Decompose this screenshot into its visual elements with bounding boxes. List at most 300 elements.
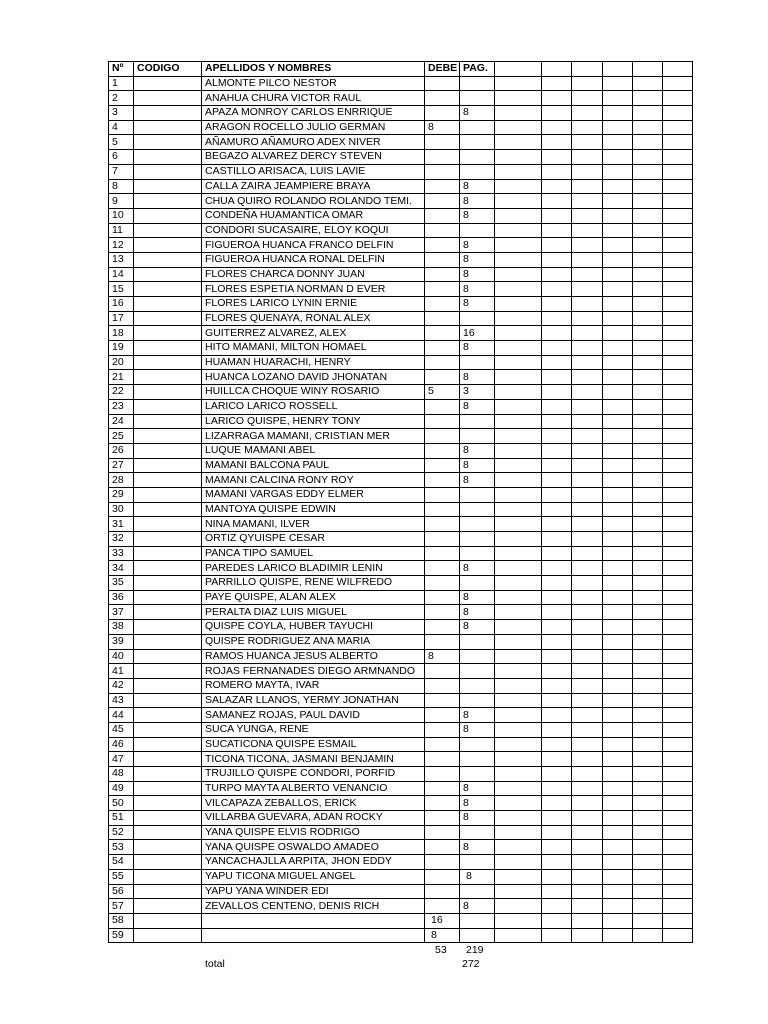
row-number: 24 <box>109 414 134 429</box>
row-pag <box>460 135 495 150</box>
row-name: PAREDES LARICO BLADIMIR LENIN <box>202 561 425 576</box>
row-empty-cell <box>542 164 572 179</box>
row-empty-cell <box>633 487 663 502</box>
row-empty-cell <box>633 752 663 767</box>
row-empty-cell <box>603 487 633 502</box>
row-empty-cell <box>495 649 542 664</box>
row-empty-cell <box>572 399 603 414</box>
row-empty-cell <box>572 326 603 341</box>
row-empty-cell <box>495 590 542 605</box>
row-empty-cell <box>603 326 633 341</box>
row-number: 48 <box>109 767 134 782</box>
row-debe <box>425 517 460 532</box>
row-empty-cell <box>633 443 663 458</box>
row-empty-cell <box>663 576 693 591</box>
header-empty <box>572 62 603 77</box>
row-debe <box>425 355 460 370</box>
row-empty-cell <box>633 576 663 591</box>
row-empty-cell <box>495 297 542 312</box>
row-debe <box>425 722 460 737</box>
row-debe <box>425 326 460 341</box>
row-empty-cell <box>633 590 663 605</box>
row-empty-cell <box>633 781 663 796</box>
row-empty-cell <box>572 473 603 488</box>
row-empty-cell <box>572 737 603 752</box>
row-pag <box>460 532 495 547</box>
row-pag: 8 <box>460 106 495 121</box>
row-name: HITO MAMANI, MILTON HOMAEL <box>202 341 425 356</box>
row-empty-cell <box>572 752 603 767</box>
row-codigo <box>134 76 202 91</box>
row-name: PANCA TIPO SAMUEL <box>202 546 425 561</box>
row-empty-cell <box>603 634 633 649</box>
row-name: PAYE QUISPE, ALAN ALEX <box>202 590 425 605</box>
row-empty-cell <box>663 297 693 312</box>
row-empty-cell <box>542 267 572 282</box>
row-debe <box>425 634 460 649</box>
row-codigo <box>134 399 202 414</box>
row-empty-cell <box>542 796 572 811</box>
row-empty-cell <box>495 223 542 238</box>
row-codigo <box>134 767 202 782</box>
row-name: VILLARBA GUEVARA, ADAN ROCKY <box>202 811 425 826</box>
row-number: 47 <box>109 752 134 767</box>
row-empty-cell <box>495 502 542 517</box>
table-row <box>109 120 693 135</box>
row-empty-cell <box>495 414 542 429</box>
row-empty-cell <box>663 120 693 135</box>
row-number: 26 <box>109 443 134 458</box>
row-empty-cell <box>633 869 663 884</box>
row-name: QUISPE COYLA, HUBER TAYUCHI <box>202 620 425 635</box>
row-name: MANTOYA QUISPE EDWIN <box>202 502 425 517</box>
row-number: 19 <box>109 341 134 356</box>
row-empty-cell <box>633 326 663 341</box>
row-pag: 8 <box>460 179 495 194</box>
row-name: MAMANI VARGAS EDDY ELMER <box>202 487 425 502</box>
row-number: 30 <box>109 502 134 517</box>
row-pag <box>460 825 495 840</box>
row-codigo <box>134 414 202 429</box>
table-row <box>109 194 693 209</box>
row-empty-cell <box>542 458 572 473</box>
row-empty-cell <box>495 767 542 782</box>
row-empty-cell <box>603 840 633 855</box>
row-empty-cell <box>663 605 693 620</box>
row-empty-cell <box>663 634 693 649</box>
row-empty-cell <box>603 825 633 840</box>
row-number: 52 <box>109 825 134 840</box>
table-row <box>109 414 693 429</box>
row-empty-cell <box>633 91 663 106</box>
row-empty-cell <box>572 297 603 312</box>
row-debe <box>425 678 460 693</box>
row-empty-cell <box>603 164 633 179</box>
row-empty-cell <box>572 855 603 870</box>
row-debe <box>425 605 460 620</box>
row-empty-cell <box>603 884 633 899</box>
row-debe <box>425 840 460 855</box>
row-empty-cell <box>633 267 663 282</box>
row-empty-cell <box>663 487 693 502</box>
row-number: 51 <box>109 811 134 826</box>
row-number: 27 <box>109 458 134 473</box>
row-number: 41 <box>109 664 134 679</box>
row-codigo <box>134 267 202 282</box>
row-empty-cell <box>495 208 542 223</box>
table-row <box>109 913 693 928</box>
row-empty-cell <box>572 590 603 605</box>
row-empty-cell <box>633 208 663 223</box>
row-number: 1 <box>109 76 134 91</box>
row-empty-cell <box>542 208 572 223</box>
table-row <box>109 532 693 547</box>
row-empty-cell <box>633 796 663 811</box>
row-number: 57 <box>109 899 134 914</box>
row-empty-cell <box>633 546 663 561</box>
row-empty-cell <box>603 429 633 444</box>
row-pag <box>460 913 495 928</box>
row-number: 14 <box>109 267 134 282</box>
row-empty-cell <box>603 561 633 576</box>
table-row <box>109 664 693 679</box>
row-pag <box>460 517 495 532</box>
row-pag: 8 <box>460 443 495 458</box>
table-row <box>109 282 693 297</box>
row-empty-cell <box>572 796 603 811</box>
row-codigo <box>134 282 202 297</box>
table-row <box>109 252 693 267</box>
row-debe <box>425 106 460 121</box>
row-name: RAMOS HUANCA JESUS ALBERTO <box>202 649 425 664</box>
row-empty-cell <box>633 414 663 429</box>
row-pag <box>460 678 495 693</box>
row-codigo <box>134 693 202 708</box>
table-row <box>109 326 693 341</box>
row-empty-cell <box>633 399 663 414</box>
row-debe <box>425 150 460 165</box>
row-empty-cell <box>542 341 572 356</box>
row-empty-cell <box>603 385 633 400</box>
row-empty-cell <box>495 341 542 356</box>
row-name: YANA QUISPE ELVIS RODRIGO <box>202 825 425 840</box>
row-empty-cell <box>542 135 572 150</box>
row-empty-cell <box>663 458 693 473</box>
row-codigo <box>134 576 202 591</box>
row-empty-cell <box>663 267 693 282</box>
row-debe: 5 <box>425 385 460 400</box>
row-empty-cell <box>495 884 542 899</box>
row-empty-cell <box>572 913 603 928</box>
row-pag <box>460 91 495 106</box>
row-empty-cell <box>633 223 663 238</box>
row-pag: 8 <box>460 370 495 385</box>
row-empty-cell <box>495 678 542 693</box>
row-name: SAMANEZ ROJAS, PAUL DAVID <box>202 708 425 723</box>
table-row <box>109 767 693 782</box>
row-empty-cell <box>572 811 603 826</box>
row-empty-cell <box>495 385 542 400</box>
total-label: total <box>205 958 225 970</box>
row-empty-cell <box>663 825 693 840</box>
row-empty-cell <box>572 502 603 517</box>
row-empty-cell <box>542 487 572 502</box>
row-empty-cell <box>603 267 633 282</box>
row-codigo <box>134 502 202 517</box>
row-empty-cell <box>663 91 693 106</box>
row-debe <box>425 370 460 385</box>
row-empty-cell <box>572 693 603 708</box>
row-empty-cell <box>542 355 572 370</box>
row-empty-cell <box>495 576 542 591</box>
row-empty-cell <box>495 355 542 370</box>
row-number: 12 <box>109 238 134 253</box>
row-empty-cell <box>572 91 603 106</box>
row-empty-cell <box>633 722 663 737</box>
row-empty-cell <box>603 399 633 414</box>
row-pag <box>460 502 495 517</box>
row-name: LARICO LARICO ROSSELL <box>202 399 425 414</box>
row-empty-cell <box>572 238 603 253</box>
row-empty-cell <box>495 811 542 826</box>
row-debe <box>425 208 460 223</box>
table-row <box>109 355 693 370</box>
table-row <box>109 385 693 400</box>
row-empty-cell <box>603 502 633 517</box>
row-empty-cell <box>542 722 572 737</box>
row-number: 28 <box>109 473 134 488</box>
row-empty-cell <box>663 355 693 370</box>
row-empty-cell <box>603 796 633 811</box>
row-pag: 8 <box>460 620 495 635</box>
row-codigo <box>134 429 202 444</box>
row-codigo <box>134 752 202 767</box>
row-debe <box>425 429 460 444</box>
row-pag <box>460 928 495 943</box>
row-empty-cell <box>572 634 603 649</box>
row-pag <box>460 223 495 238</box>
row-empty-cell <box>633 76 663 91</box>
row-empty-cell <box>572 869 603 884</box>
row-empty-cell <box>542 517 572 532</box>
row-empty-cell <box>495 840 542 855</box>
row-codigo <box>134 664 202 679</box>
row-empty-cell <box>603 664 633 679</box>
row-codigo <box>134 913 202 928</box>
row-empty-cell <box>572 341 603 356</box>
row-empty-cell <box>542 767 572 782</box>
row-empty-cell <box>663 928 693 943</box>
row-number: 8 <box>109 179 134 194</box>
row-name: QUISPE RODRIGUEZ ANA MARIA <box>202 634 425 649</box>
row-codigo <box>134 678 202 693</box>
row-empty-cell <box>663 517 693 532</box>
row-number: 35 <box>109 576 134 591</box>
row-number: 56 <box>109 884 134 899</box>
row-debe <box>425 473 460 488</box>
row-empty-cell <box>572 884 603 899</box>
row-pag <box>460 355 495 370</box>
row-debe <box>425 855 460 870</box>
row-debe: 8 <box>425 120 460 135</box>
row-codigo <box>134 928 202 943</box>
table-row <box>109 796 693 811</box>
row-empty-cell <box>572 722 603 737</box>
row-empty-cell <box>572 414 603 429</box>
row-empty-cell <box>495 928 542 943</box>
table-row <box>109 429 693 444</box>
row-name: TICONA TICONA, JASMANI BENJAMIN <box>202 752 425 767</box>
row-empty-cell <box>495 737 542 752</box>
row-empty-cell <box>603 355 633 370</box>
row-empty-cell <box>633 693 663 708</box>
table-row <box>109 737 693 752</box>
row-number: 55 <box>109 869 134 884</box>
row-name <box>202 913 425 928</box>
row-pag: 8 <box>460 590 495 605</box>
row-number: 37 <box>109 605 134 620</box>
row-name: VILCAPAZA ZEBALLOS, ERICK <box>202 796 425 811</box>
row-empty-cell <box>572 208 603 223</box>
row-number: 16 <box>109 297 134 312</box>
row-empty-cell <box>542 678 572 693</box>
row-debe <box>425 796 460 811</box>
row-debe <box>425 884 460 899</box>
row-empty-cell <box>495 781 542 796</box>
row-debe <box>425 781 460 796</box>
row-pag: 3 <box>460 385 495 400</box>
row-empty-cell <box>603 414 633 429</box>
row-empty-cell <box>663 855 693 870</box>
row-number: 17 <box>109 311 134 326</box>
row-empty-cell <box>495 443 542 458</box>
row-debe <box>425 502 460 517</box>
row-number: 36 <box>109 590 134 605</box>
table-row <box>109 855 693 870</box>
row-empty-cell <box>603 532 633 547</box>
row-empty-cell <box>603 135 633 150</box>
table-row <box>109 223 693 238</box>
table-row <box>109 473 693 488</box>
row-debe <box>425 267 460 282</box>
row-empty-cell <box>542 106 572 121</box>
row-empty-cell <box>542 223 572 238</box>
row-debe <box>425 164 460 179</box>
row-empty-cell <box>633 767 663 782</box>
row-empty-cell <box>495 164 542 179</box>
row-empty-cell <box>663 208 693 223</box>
row-number: 13 <box>109 252 134 267</box>
row-empty-cell <box>633 561 663 576</box>
row-empty-cell <box>603 767 633 782</box>
table-row <box>109 341 693 356</box>
row-codigo <box>134 620 202 635</box>
row-name: FLORES ESPETIA NORMAN D EVER <box>202 282 425 297</box>
row-debe <box>425 194 460 209</box>
table-row <box>109 620 693 635</box>
row-empty-cell <box>603 473 633 488</box>
row-debe <box>425 590 460 605</box>
row-empty-cell <box>633 517 663 532</box>
row-codigo <box>134 840 202 855</box>
row-empty-cell <box>495 238 542 253</box>
row-empty-cell <box>572 825 603 840</box>
row-debe <box>425 297 460 312</box>
row-empty-cell <box>495 311 542 326</box>
row-empty-cell <box>663 649 693 664</box>
row-empty-cell <box>542 370 572 385</box>
row-empty-cell <box>572 576 603 591</box>
row-empty-cell <box>542 399 572 414</box>
row-empty-cell <box>663 443 693 458</box>
row-empty-cell <box>572 517 603 532</box>
table-row <box>109 164 693 179</box>
row-name: FLORES LARICO LYNIN ERNIE <box>202 297 425 312</box>
row-codigo <box>134 825 202 840</box>
row-codigo <box>134 355 202 370</box>
row-empty-cell <box>663 238 693 253</box>
row-empty-cell <box>572 194 603 209</box>
row-debe <box>425 458 460 473</box>
row-empty-cell <box>633 649 663 664</box>
row-name: CONDEÑA HUAMANTICA OMAR <box>202 208 425 223</box>
row-empty-cell <box>495 473 542 488</box>
row-empty-cell <box>572 561 603 576</box>
row-number: 59 <box>109 928 134 943</box>
row-pag: 8 <box>460 899 495 914</box>
row-empty-cell <box>663 164 693 179</box>
row-debe <box>425 737 460 752</box>
row-empty-cell <box>572 649 603 664</box>
row-pag: 8 <box>460 267 495 282</box>
row-empty-cell <box>542 91 572 106</box>
row-pag: 8 <box>460 252 495 267</box>
row-name: ALMONTE PILCO NESTOR <box>202 76 425 91</box>
row-codigo <box>134 605 202 620</box>
row-pag <box>460 487 495 502</box>
row-number: 15 <box>109 282 134 297</box>
row-debe <box>425 825 460 840</box>
header-empty <box>663 62 693 77</box>
row-empty-cell <box>495 194 542 209</box>
row-empty-cell <box>542 590 572 605</box>
row-number: 21 <box>109 370 134 385</box>
table-row <box>109 649 693 664</box>
row-name <box>202 928 425 943</box>
row-empty-cell <box>572 532 603 547</box>
row-debe <box>425 91 460 106</box>
row-pag: 8 <box>460 458 495 473</box>
row-empty-cell <box>603 370 633 385</box>
row-empty-cell <box>633 135 663 150</box>
row-empty-cell <box>663 840 693 855</box>
row-debe <box>425 752 460 767</box>
row-name: FLORES QUENAYA, RONAL ALEX <box>202 311 425 326</box>
row-codigo <box>134 164 202 179</box>
row-empty-cell <box>663 913 693 928</box>
table-row <box>109 693 693 708</box>
row-empty-cell <box>663 252 693 267</box>
row-empty-cell <box>603 722 633 737</box>
table-row <box>109 150 693 165</box>
row-empty-cell <box>572 164 603 179</box>
row-empty-cell <box>542 840 572 855</box>
row-codigo <box>134 811 202 826</box>
row-debe <box>425 561 460 576</box>
row-pag: 8 <box>460 297 495 312</box>
row-empty-cell <box>542 252 572 267</box>
row-empty-cell <box>633 164 663 179</box>
